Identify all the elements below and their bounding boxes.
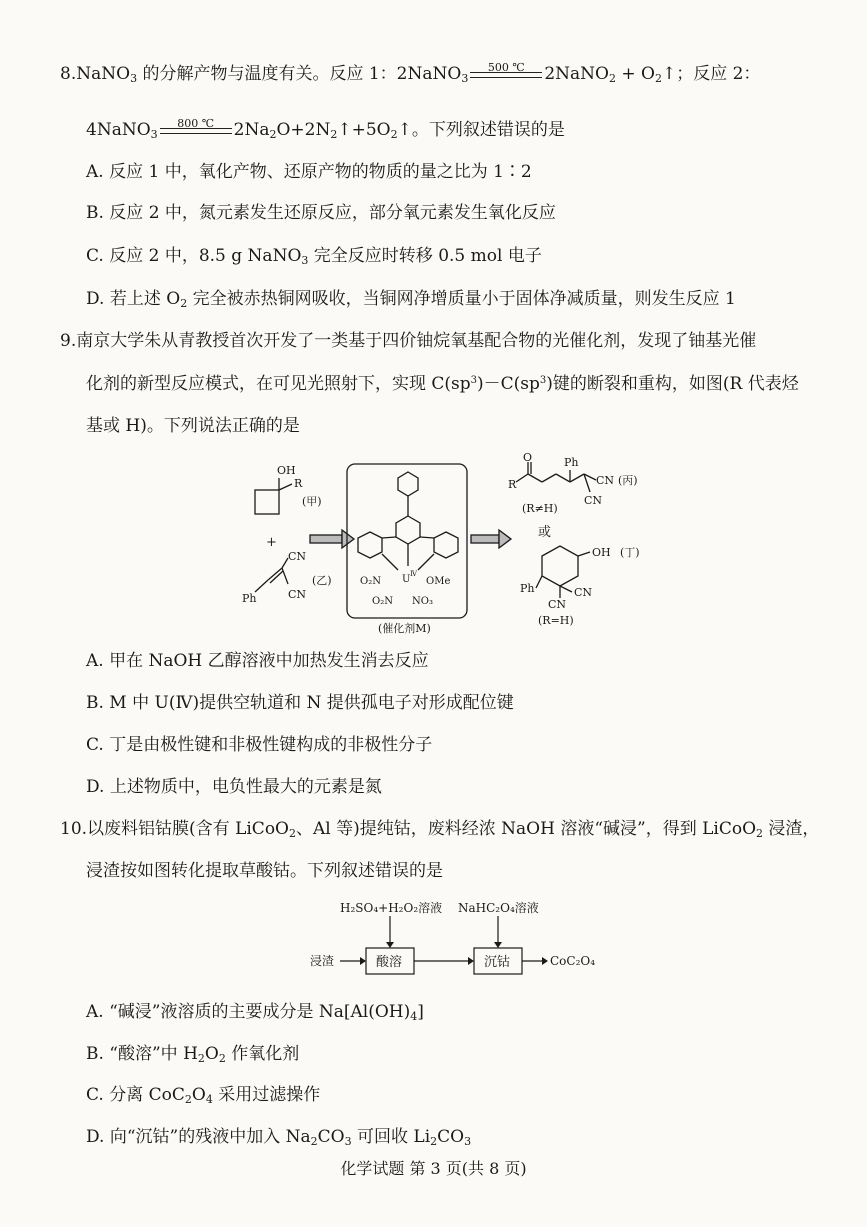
q9-option-d: D. 上述物质中，电负性最大的元素是氮	[86, 777, 382, 797]
svg-text:OMe: OMe	[426, 576, 451, 587]
q8-line1: 8.NaNO$_3$ 的分解产物与温度有关。反应 1：2NaNO$_3$ 500 ℃ 2NaNO$_2$ + $O_2↑$；反应 2：	[60, 60, 761, 85]
q9-option-b: B. M 中 U(Ⅳ)提供空轨道和 N 提供孤电子对形成配位键	[86, 693, 514, 713]
q8-option-d: D. 若上述 $O_2$ 完全被赤热铜网吸收，当铜网净增质量小于固体净减质量，则发生反应 1	[86, 289, 736, 310]
svg-text:R: R	[294, 477, 303, 490]
q9-line2: 化剂的新型反应模式，在可见光照射下，实现 $C(sp^3)-C(sp^3)$键的断裂和重构，如图(R 代表烃	[86, 374, 799, 394]
reaction-condition-500: 500 ℃	[470, 66, 542, 84]
q8-option-a: A. 反应 1 中，氧化产物、还原产物的物质的量之比为 1∶2	[86, 162, 532, 182]
q9-reaction-figure	[220, 452, 660, 637]
q10-number: 10.	[60, 819, 88, 839]
q9-number: 9.	[60, 331, 77, 351]
q10-option-d: D. 向“沉钴”的残液中加入 $Na_2CO_3$ 可回收 $Li_2CO_3$	[86, 1127, 472, 1148]
catalyst-label: (催化剂M)	[378, 622, 431, 635]
q8-option-b: B. 反应 2 中，氮元素发生还原反应，部分氧元素发生氧化反应	[86, 203, 556, 223]
q8-option-c: C. 反应 2 中，8.5 g NaNO$_3$ 完全反应时转移 0.5 mol 电子	[86, 246, 542, 267]
label-bing: (丙)	[618, 474, 638, 487]
q10-line2: 浸渣按如图转化提取草酸钴。下列叙述错误的是	[86, 861, 443, 881]
q10-option-c: C. 分离 $CoC_2O_4$ 采用过滤操作	[86, 1085, 321, 1106]
svg-text:浸渣: 浸渣	[310, 954, 335, 968]
svg-text:Ph: Ph	[520, 582, 535, 595]
svg-text:CN: CN	[584, 494, 603, 507]
label-ding: (丁)	[620, 546, 640, 559]
svg-text:CN: CN	[574, 586, 593, 599]
q9-option-a: A. 甲在 NaOH 乙醇溶液中加热发生消去反应	[86, 651, 429, 671]
q8-number: 8.	[60, 64, 77, 84]
q8-line2: 4NaNO$_3$ 800 ℃ $2Na_2O+2N_2↑+5O_2↑$。下列叙述错误的是	[86, 116, 565, 141]
reagent-h2so4-h2o2: H₂SO₄+H₂O₂溶液	[340, 901, 443, 915]
uranium-center: U	[402, 574, 411, 585]
svg-text:CN: CN	[596, 474, 615, 487]
svg-text:Ph: Ph	[564, 456, 579, 469]
svg-text:OH: OH	[592, 546, 611, 559]
q10-option-b: B. “酸溶”中 $H_2O_2$ 作氧化剂	[86, 1044, 300, 1065]
svg-text:(R=H): (R=H)	[538, 614, 574, 627]
label-yi: (乙)	[312, 574, 332, 587]
cyclobutane-ring	[255, 490, 279, 514]
svg-text:O₂N: O₂N	[360, 576, 381, 587]
svg-text:CN: CN	[548, 598, 567, 611]
fig-oh: OH	[277, 464, 296, 477]
flow-product: CoC₂O₄	[550, 954, 596, 968]
svg-text:NO₃: NO₃	[412, 596, 433, 607]
svg-text:O: O	[523, 452, 533, 464]
svg-text:+: +	[266, 535, 277, 550]
svg-text:沉钴: 沉钴	[484, 955, 511, 970]
svg-text:酸溶: 酸溶	[376, 955, 403, 970]
catalyst-box	[347, 464, 467, 618]
q9-option-c: C. 丁是由极性键和非极性键构成的非极性分子	[86, 735, 433, 755]
q10-option-a: A. “碱浸”液溶质的主要成分是 $Na[Al(OH)_4]$	[86, 1002, 424, 1023]
page-footer: 化学试题 第 3 页(共 8 页)	[340, 1159, 527, 1178]
reagent-nahc2o4: NaHC₂O₄溶液	[458, 901, 539, 915]
svg-text:或: 或	[538, 525, 552, 540]
q9-line3: 基或 H)。下列说法正确的是	[86, 416, 300, 436]
svg-text:(R≠H): (R≠H)	[522, 502, 558, 515]
label-jia: (甲)	[302, 495, 322, 508]
svg-text:Ⅳ: Ⅳ	[410, 570, 417, 578]
svg-text:R: R	[508, 478, 517, 491]
svg-text:O₂N: O₂N	[372, 596, 393, 607]
q9-line1: 9.南京大学朱从青教授首次开发了一类基于四价铀烷氧基配合物的光催化剂，发现了铀基光催	[60, 331, 757, 351]
reaction-condition-800: 800 ℃	[160, 122, 232, 140]
svg-text:CN: CN	[288, 588, 307, 601]
q10-flow-diagram	[300, 898, 620, 988]
q10-line1: 10.以废料铝钴膜(含有 LiCoO$_2$、Al 等)提纯钴，废料经浓 NaOH 溶液“碱浸”，得到 LiCoO$_2$ 浸渣，	[60, 819, 820, 840]
svg-text:Ph: Ph	[242, 592, 257, 605]
svg-text:CN: CN	[288, 550, 307, 563]
